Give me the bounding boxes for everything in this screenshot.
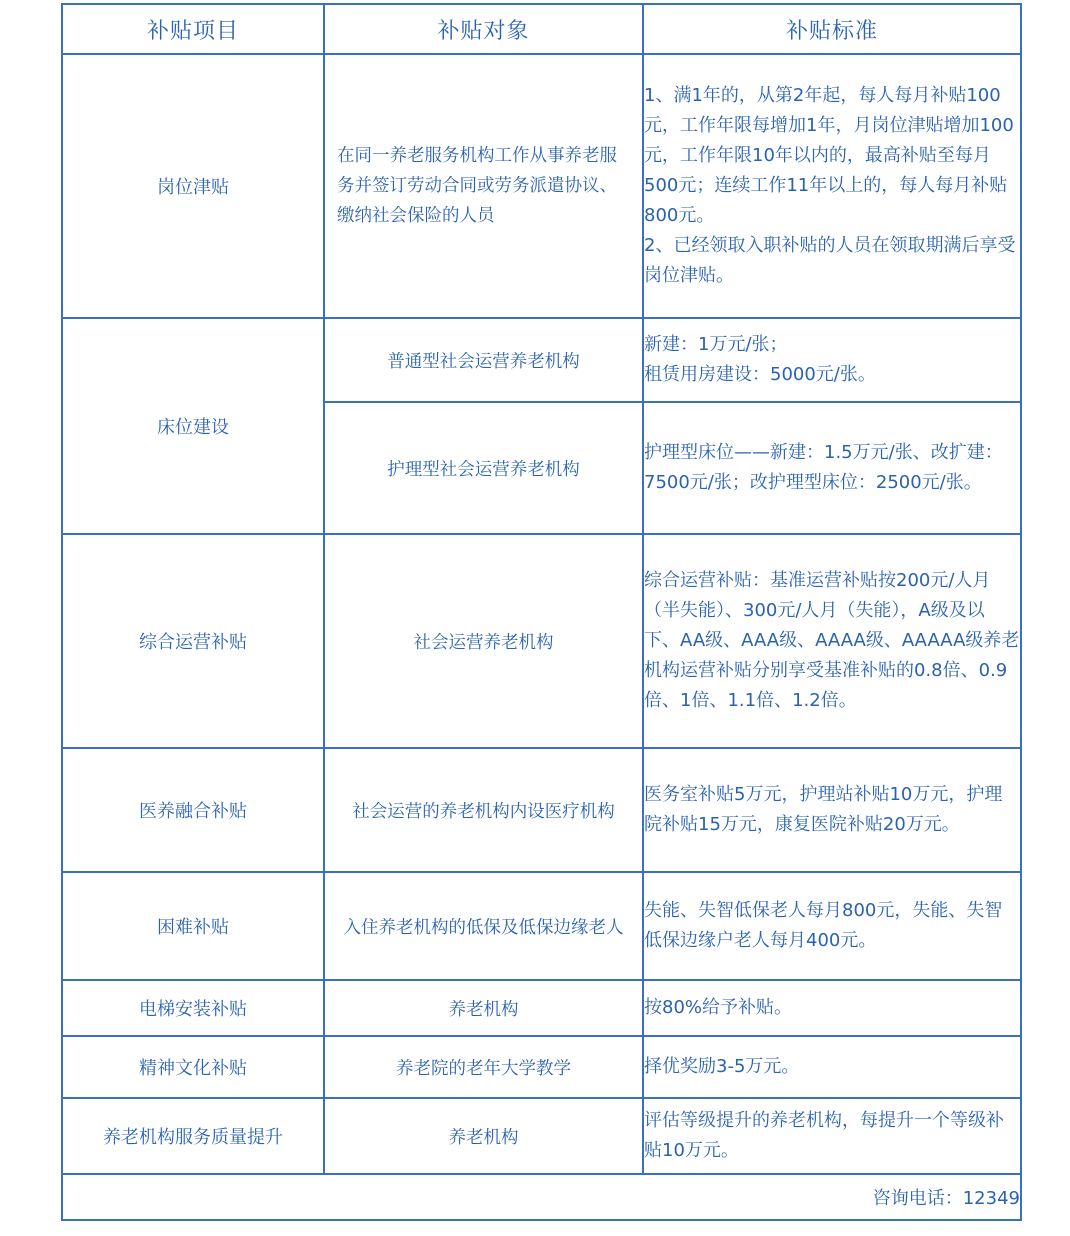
target-cell: 普通型社会运营养老机构 [324,318,643,402]
item-cell: 电梯安装补贴 [62,980,324,1036]
standard-line: 2、已经领取入职补贴的人员在领取期满后享受岗位津贴。 [644,235,1016,286]
subsidy-table [61,3,1022,1221]
table-row [62,1098,1021,1174]
table-header-row [62,4,1021,54]
table-row [62,1036,1021,1098]
header-target: 补贴对象 [324,4,643,54]
item-cell: 医养融合补贴 [62,748,324,872]
standard-cell [643,1036,1021,1098]
standard-cell [643,872,1021,980]
standard-line: 按80%给予补贴。 [644,997,793,1018]
standard-line: 护理型床位——新建：1.5万元/张、改扩建：7500元/张；改护理型床位：2500元/张。 [644,442,1003,493]
target-cell: 社会运营养老机构 [324,534,643,748]
target-cell: 养老院的老年大学教学 [324,1036,643,1098]
header-standard: 补贴标准 [643,4,1021,54]
table-row [62,748,1021,872]
table-row [62,318,1021,402]
target-cell: 在同一养老服务机构工作从事养老服务并签订劳动合同或劳务派遣协议、缴纳社会保险的人员 [324,54,643,318]
standard-line: 综合运营补贴：基准运营补贴按200元/人月（半失能）、300元/人月（失能），A级及以下、AA级、AAA级、AAAA级、AAAAA级养老机构运营补贴分别享受基准补贴的0.8倍、0.9倍、1倍、1.1倍、1.2倍。 [644,570,1020,711]
standard-cell [643,748,1021,872]
item-cell: 岗位津贴 [62,54,324,318]
standard-cell [643,54,1021,318]
standard-cell [643,402,1021,534]
item-cell: 困难补贴 [62,872,324,980]
standard-line: 评估等级提升的养老机构，每提升一个等级补贴10万元。 [644,1110,1004,1161]
target-cell: 养老机构 [324,980,643,1036]
standard-line: 失能、失智低保老人每月800元，失能、失智低保边缘户老人每月400元。 [644,900,1003,951]
consult-phone: 咨询电话：12349 [62,1174,1021,1220]
target-cell: 护理型社会运营养老机构 [324,402,643,534]
header-item: 补贴项目 [62,4,324,54]
target-cell: 社会运营的养老机构内设医疗机构 [324,748,643,872]
item-cell: 综合运营补贴 [62,534,324,748]
item-cell: 精神文化补贴 [62,1036,324,1098]
standard-line: 医务室补贴5万元，护理站补贴10万元，护理院补贴15万元，康复医院补贴20万元。 [644,784,1003,835]
item-cell: 床位建设 [62,318,324,534]
standard-cell [643,318,1021,402]
table-row [62,54,1021,318]
standard-line: 新建：1万元/张； [644,334,788,355]
table-row [62,534,1021,748]
target-cell: 入住养老机构的低保及低保边缘老人 [324,872,643,980]
standard-line: 1、满1年的，从第2年起，每人每月补贴100元，工作年限每增加1年，月岗位津贴增加100元，工作年限10年以内的，最高补贴至每月500元；连续工作11年以上的，每人每月补贴800元。 [644,85,1014,226]
target-cell: 养老机构 [324,1098,643,1174]
standard-line: 租赁用房建设：5000元/张。 [644,364,876,385]
item-cell: 养老机构服务质量提升 [62,1098,324,1174]
table-row [62,872,1021,980]
standard-cell [643,980,1021,1036]
standard-cell [643,1098,1021,1174]
table-row [62,980,1021,1036]
standard-cell [643,534,1021,748]
footer-row [62,1174,1021,1220]
standard-line: 择优奖励3-5万元。 [644,1056,800,1077]
